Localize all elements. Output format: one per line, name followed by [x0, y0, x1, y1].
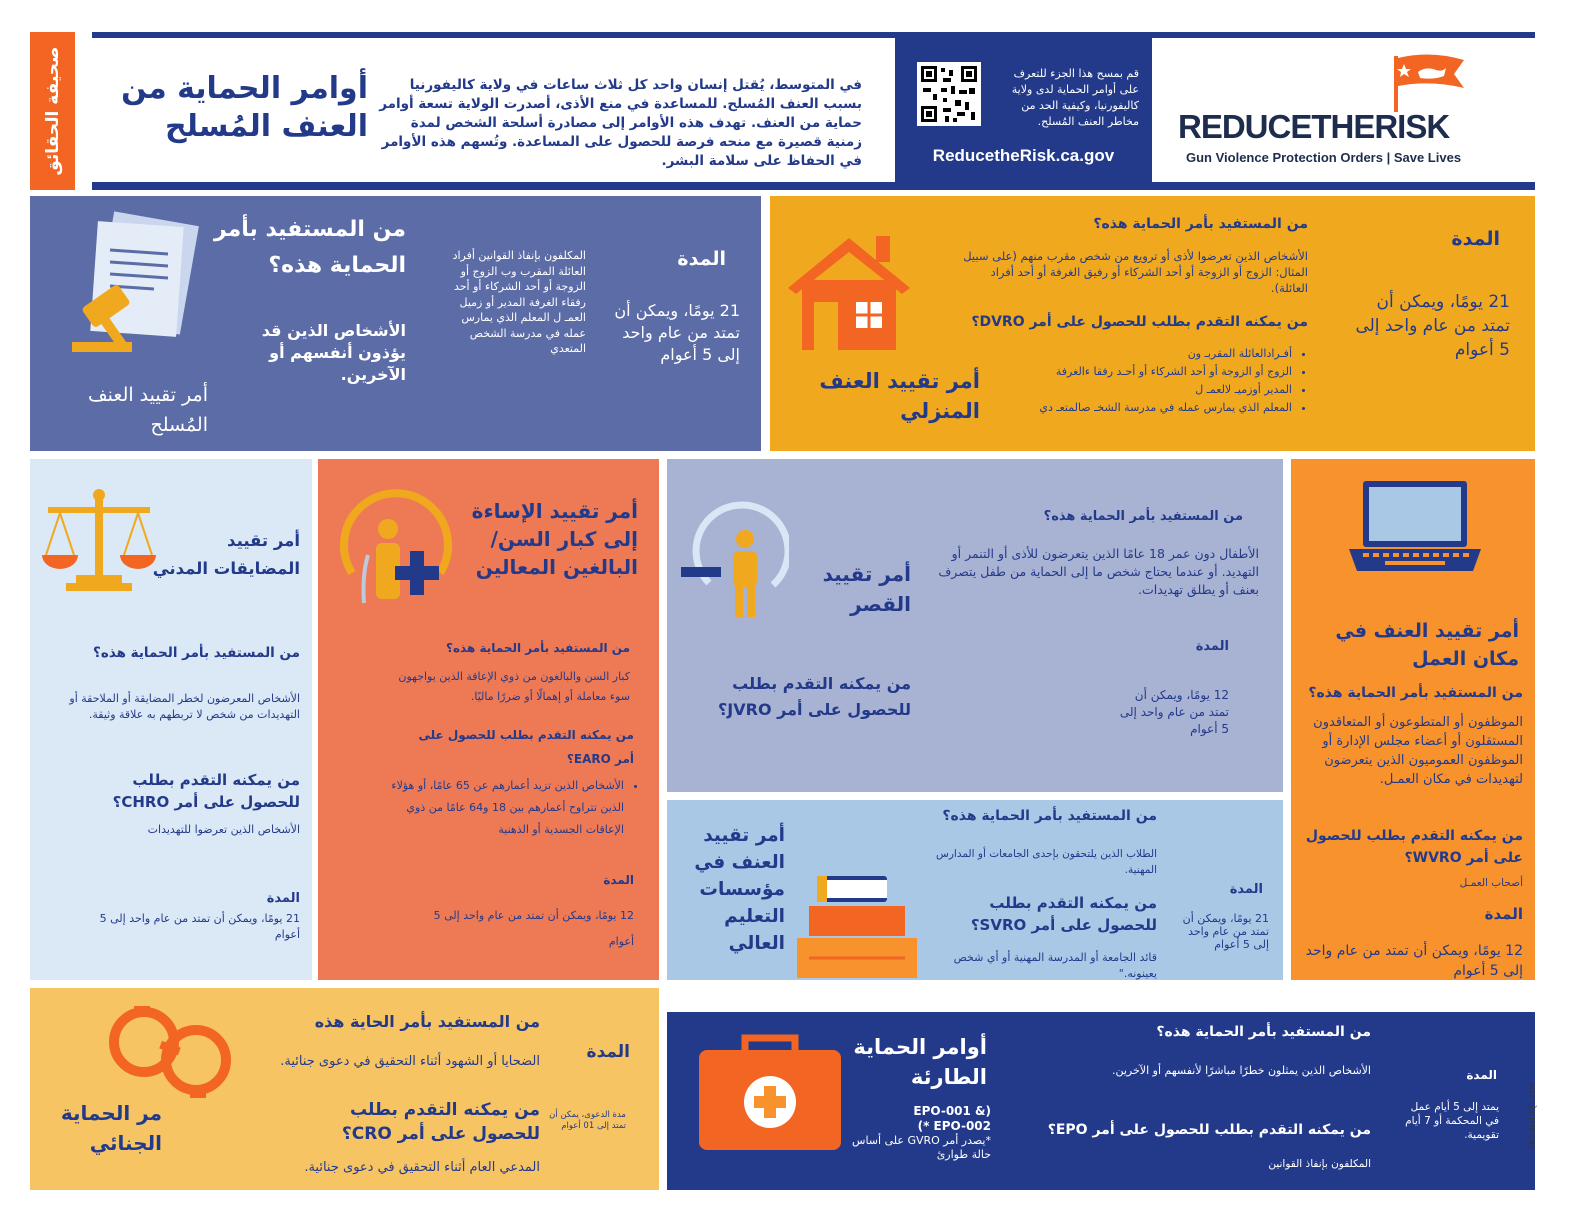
- card-cro: [30, 988, 659, 1190]
- gvro-duration-title: المدة: [677, 248, 726, 270]
- header-bottom-rule: [92, 182, 1535, 190]
- card-svro: [667, 800, 1283, 980]
- earo-name: أمر تقييد الإساءة إلى كبار السن/ البالغين المعالين: [471, 499, 638, 579]
- earo-apply-text: [378, 775, 640, 843]
- handcuffs-icon: [100, 1002, 240, 1102]
- card-dvro: [770, 196, 1535, 451]
- dvro-apply-title: من يمكنه التقدم بطلب للحصول على أمر DVRO؟: [971, 314, 1308, 330]
- card-epo: [667, 1012, 1535, 1190]
- svro-name: أمر تقييد العنف في مؤسسات التعليم العالي: [694, 825, 785, 954]
- document-gavel-icon: [64, 210, 204, 360]
- card-chro: [30, 459, 312, 980]
- epo-apply-text: المكلفون بإنفاذ القوانين: [1268, 1158, 1371, 1170]
- elder-care-icon: [332, 481, 462, 611]
- dvro-apply-item: • المدير أوزميـ لالعمـ ل: [998, 382, 1292, 398]
- epo-note: *يصدر أمر GVRO على أساس حالة طوارئ: [852, 1134, 991, 1161]
- svro-apply-text: قائد الجامعة أو المدرسة المهنية أو أي شخص يعينونه.": [953, 951, 1157, 980]
- logo-flag-icon: [1390, 52, 1470, 112]
- epo-who-text: الأشخاص الذين يمثلون خطرًا مباشرًا لأنفسهم أو الآخرين.: [1112, 1064, 1371, 1077]
- gvro-applicants: المكلفون بإنفاذ القوانين أفراد العائلة المقرب وب الزوج أو الزوجة أو أحد الشركاء أو أحد رفقاء الغرفة المدير أو زميل العمـ ل المعلم الذي يمارس عمله في مدرسة الشخص المتعدي: [452, 249, 586, 355]
- house-icon: [784, 232, 914, 352]
- jvro-who-text: الأطفال دون عمر 18 عامًا الذين يتعرضون للأذى أو التنمر أو التهديد. أو عندما يحتاج شخص ما إلى الحماية من طفل يتصرف بعنف أو يطلق تهديدات.: [938, 546, 1259, 597]
- wvro-who-title: من المستفيد بأمر الحماية هذه؟: [1308, 685, 1523, 701]
- epo-duration-title: المدة: [1466, 1068, 1497, 1082]
- chro-who-text: الأشخاص المعرضون لخطر المضايقة أو الملاحقة أو التهديدات من شخص لا تربطهم به علاقة وثيقة.: [69, 692, 300, 721]
- epo-codes: (EPO-001 & EPO-002 *): [913, 1104, 991, 1133]
- footer-code: INFO 8x11-TQL-0725: [1530, 1082, 1537, 1150]
- chro-duration-text: 21 يومًا، ويمكن أن تمتد من عام واحد إلى 5 أعوام: [99, 912, 300, 941]
- cro-duration-title: المدة: [586, 1042, 630, 1062]
- side-tab-label: صحيفة الحقائق: [42, 46, 63, 176]
- dvro-who-title: من المستفيد بأمر الحماية هذه؟: [1093, 216, 1308, 232]
- laptop-icon: [1345, 477, 1485, 577]
- earo-apply-title: من يمكنه التقدم بطلب للحصول على أمر EARO؟: [418, 728, 634, 766]
- card-earo: [318, 459, 659, 980]
- epo-who-title: من المستفيد بأمر الحماية هذه؟: [1156, 1024, 1371, 1040]
- youth-icon: [679, 493, 789, 623]
- cro-duration-text: مدة الدعوى، يمكن أن تمتد إلى 01 أعوام: [549, 1110, 626, 1131]
- qr-code-icon: [917, 62, 981, 126]
- page-title: أوامر الحماية من العنف المُسلح: [121, 71, 368, 144]
- website-link[interactable]: ReducetheRisk.ca.gov: [932, 146, 1115, 165]
- svro-who-text: الطلاب الذين يلتحقون بإحدى الجامعات أو المدارس المهنية.: [936, 848, 1157, 876]
- gvro-name: أمر تقييد العنف المُسلح: [88, 384, 208, 436]
- card-jvro: [667, 459, 1283, 792]
- jvro-duration-text: 12 يومًا، ويمكن أن تمتد من عام واحد إلى 5 أعوام: [1119, 688, 1229, 736]
- earo-duration-title: المدة: [603, 873, 634, 887]
- qr-panel: [895, 38, 1152, 182]
- chro-duration-title: المدة: [266, 891, 300, 906]
- earo-duration-text: 12 يومًا، ويمكن أن تمتد من عام واحد إلى 5 أعوام: [433, 909, 634, 948]
- card-wvro: [1291, 459, 1535, 980]
- gvro-who-text: الأشخاص الذين قد يؤذون أنفسهم أو الآخرين.: [261, 321, 406, 384]
- cro-apply-title: من يمكنه التقدم بطلب للحصول على أمر CRO؟: [341, 1100, 540, 1144]
- side-tab: [30, 32, 75, 190]
- epo-apply-title: من يمكنه التقدم بطلب للحصول على أمر EPO؟: [1047, 1122, 1371, 1138]
- header-top-rule: [92, 32, 1535, 38]
- dvro-name: أمر تقييد العنف المنزلي: [819, 369, 980, 423]
- cro-who-title: من المستفيد بأمر الحاية هذه: [314, 1012, 540, 1031]
- dvro-duration-title: المدة: [1451, 228, 1500, 250]
- svro-duration-title: المدة: [1229, 882, 1263, 897]
- gvro-duration-text: 21 يومًا، ويمكن أن تمتد من عام واحد إلى 5 أعوام: [614, 301, 740, 364]
- dvro-duration-text: 21 يومًا، ويمكن أن تمتد من عام واحد إلى 5 أعوام: [1355, 292, 1510, 360]
- books-icon: [795, 872, 925, 978]
- svro-who-title: من المستفيد بأمر الحماية هذه؟: [942, 808, 1157, 824]
- wvro-apply-text: أصحاب العمـل: [1459, 877, 1523, 889]
- wvro-name: أمر تقييد العنف في مكان العمل: [1335, 620, 1519, 670]
- wvro-who-text: الموظفون أو المتطوعون أو المتعاقدون المستقلون أو أعضاء مجلس الإدارة أو الموظفون العموميون الذين يتعرضون لتهديدات في مكان العمـل.: [1313, 715, 1523, 787]
- first-aid-kit-icon: [695, 1028, 845, 1154]
- logo-tagline: Gun Violence Protection Orders | Save Lives: [1186, 150, 1462, 165]
- chro-apply-text: الأشخاص الذين تعرضوا للتهديدات: [147, 823, 300, 836]
- card-gvro: [30, 196, 761, 451]
- wvro-apply-title: من يمكنه التقدم بطلب للحصول على أمر WVRO؟: [1305, 828, 1523, 866]
- chro-apply-title: من يمكنه التقدم بطلب للحصول على أمر CHRO؟: [112, 771, 300, 811]
- scales-icon: [40, 485, 158, 595]
- wvro-duration-title: المدة: [1484, 905, 1523, 923]
- epo-duration-text: يمتد إلى 5 أيام عمل في المحكمة أو 7 أيام تقويمية.: [1405, 1101, 1499, 1141]
- logo-wordmark: REDUCETHERISK: [1178, 108, 1450, 145]
- dvro-apply-item: • أفـرادالعائلة المقربـ ون: [998, 346, 1292, 362]
- dvro-who-text: الأشخاص الذين تعرضوا لأذى أو ترويع من شخص مقرب منهم (على سبيل المثال: الزوج أو الزوجة أو أحد الشركاء أو رفيق الغرفة أو أحد أفراد العائلة).: [963, 249, 1308, 295]
- jvro-duration-title: المدة: [1195, 639, 1229, 654]
- dvro-apply-item: • المعلم الذي يمارس عمله في مدرسة الشخـ صالمتعـ دي: [998, 400, 1292, 416]
- svro-duration-text: 21 يومًا، ويمكن أن تمتد من عام واحد إلى 5 أعوام: [1182, 912, 1269, 951]
- jvro-who-title: من المستفيد بأمر الحماية هذه؟: [1043, 509, 1243, 524]
- earo-who-title: من المستفيد بأمر الحماية هذه؟: [446, 641, 630, 655]
- qr-instructions: قم بمسح هذا الجزء للتعرف على أوامر الحماية لدى ولاية كاليفورنيا، وكيفية الحد من مخاطر العنف المُسلح.: [1011, 67, 1139, 128]
- chro-name: أمر تقييد المضايقات المدني: [152, 531, 300, 578]
- svro-apply-title: من يمكنه التقدم بطلب للحصول على أمر SVRO؟: [970, 894, 1157, 934]
- wvro-duration-text: 12 يومًا، ويمكن أن تمتد من عام واحد إلى 5 أعوام: [1305, 943, 1523, 979]
- dvro-apply-item: • الزوج أو الزوجة أو أحد الشركاء أو أحـد رفقا ءالغرفة: [998, 364, 1292, 380]
- jvro-name: أمر تقييد القصر: [822, 562, 911, 616]
- epo-name: أوامر الحماية الطارئة: [853, 1035, 987, 1089]
- earo-who-text: كبار السن والبالغون من ذوي الإعاقة الذين يواجهون سوء معاملة أو إهمالًا أو ضررًا ماليًا.: [398, 670, 630, 703]
- cro-apply-text: المدعي العام أثناء التحقيق في دعوى جنائية.: [304, 1160, 540, 1175]
- chro-who-title: من المستفيد بأمر الحماية هذه؟: [93, 645, 300, 661]
- jvro-apply-title: من يمكنه التقدم بطلب للحصول على أمر JVRO؟: [718, 674, 911, 719]
- cro-name: مر الحماية الجنائي: [60, 1101, 162, 1155]
- dvro-apply-list: [998, 346, 1308, 418]
- header-intro: في المتوسط، يُقتل إنسان واحد كل ثلاث ساعات في ولاية كاليفورنيا بسبب العنف المُسلح. للمساعدة في منع الأذى، أصدرت الولاية تسعة أوامر حماية من العنف. تهدف هذه الأوامر إلى مصادرة أسلحة الشخص لمدة زمنية قصيرة مع منحه فرصة للحصول على المساعدة. وتُسهم هذه الأوامر في الحفاظ على سلامة البشر.: [379, 77, 862, 169]
- gvro-who-title: من المستفيد بأمر الحماية هذه؟: [213, 217, 406, 278]
- earo-apply-item: • الأشخاص الذين تزيد أعمارهم عن 65 عامًا، أو هؤلاء الذين تتراوح أعمارهم بين 18 و64 عامًا من ذوي الإعاقات الجسدية أو الذهنية: [378, 775, 624, 841]
- cro-who-text: الضحايا أو الشهود أثناء التحقيق في دعوى جنائية.: [280, 1054, 540, 1069]
